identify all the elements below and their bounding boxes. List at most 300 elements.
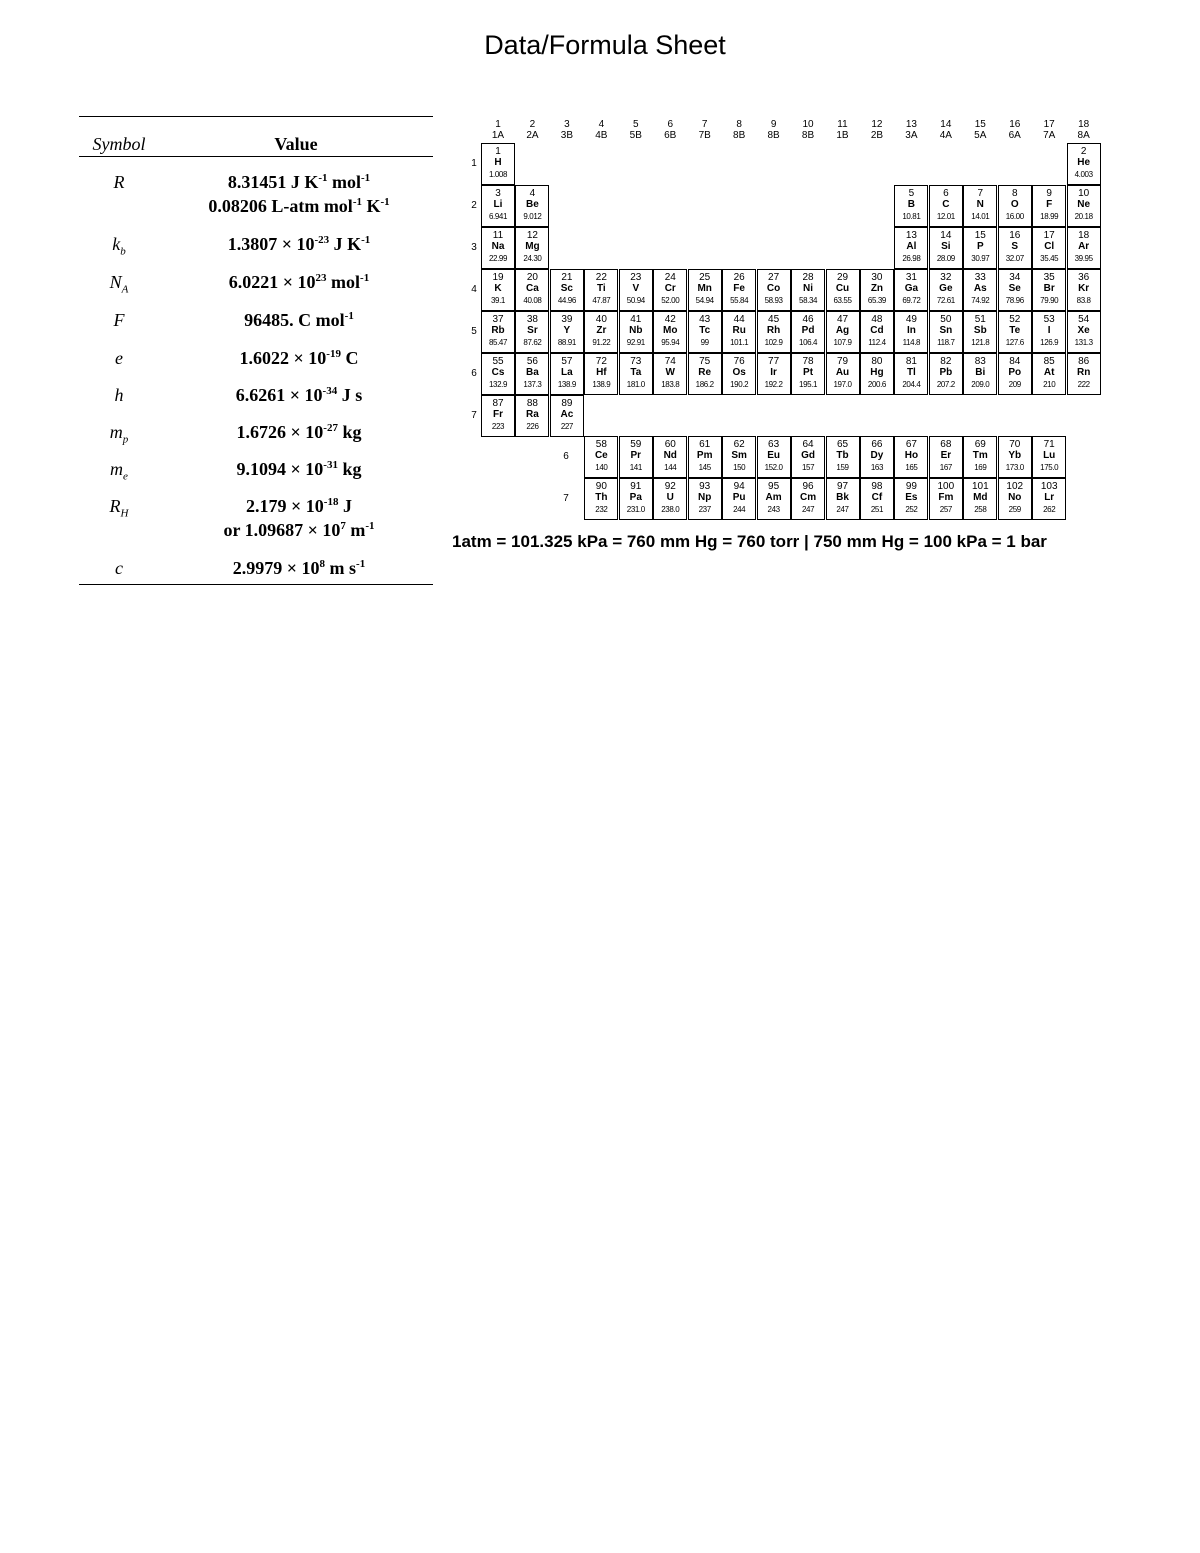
element-symbol: Bk (836, 492, 849, 503)
atomic-number: 11 (492, 230, 504, 241)
element-o (998, 185, 1032, 227)
element-symbol: Co (766, 283, 781, 294)
atomic-number: 90 (595, 481, 607, 492)
element-bk (826, 478, 860, 520)
element-no (998, 478, 1032, 520)
atomic-mass: 85.47 (488, 338, 508, 347)
atomic-mass: 35.45 (1040, 254, 1059, 263)
atomic-number: 5 (908, 188, 915, 199)
atomic-mass: 247 (801, 505, 815, 514)
atomic-mass: 209 (1008, 380, 1021, 389)
element-cl (1032, 227, 1066, 269)
atomic-mass: 87.62 (523, 338, 542, 347)
element-k (481, 269, 515, 311)
constant-value: $1.6726 \times 10^{-27}$ kg (236, 422, 362, 442)
atomic-mass: 207.2 (936, 380, 955, 389)
atomic-mass: 132.9 (488, 380, 508, 389)
element-symbol: Br (1043, 283, 1055, 294)
element-symbol: P (976, 241, 984, 252)
atomic-mass: 52.00 (661, 296, 680, 305)
element-tb (826, 436, 860, 478)
atomic-mass: 101.1 (730, 338, 749, 347)
element-symbol: Th (595, 492, 608, 503)
atomic-mass: 47.87 (592, 296, 611, 305)
atomic-number: 80 (871, 356, 883, 367)
group-label: 10 8B (801, 119, 815, 141)
atomic-number: 31 (905, 272, 917, 283)
element-symbol: Ni (803, 283, 814, 294)
atomic-number: 84 (1009, 356, 1021, 367)
atomic-mass: 238.0 (661, 505, 680, 514)
atomic-mass: 72.61 (936, 296, 955, 305)
element-ir (757, 353, 791, 395)
atomic-mass: 190.2 (730, 380, 749, 389)
atomic-mass: 30.97 (971, 254, 990, 263)
element-os (722, 353, 756, 395)
element-p (963, 227, 997, 269)
atomic-mass: 22.99 (488, 254, 508, 263)
atomic-mass: 118.7 (937, 338, 955, 347)
element-te (998, 311, 1032, 353)
element-symbol: Sc (560, 283, 573, 294)
atomic-mass: 262 (1043, 505, 1056, 514)
element-po (998, 353, 1032, 395)
atomic-number: 69 (974, 439, 986, 450)
element-symbol: Cr (664, 283, 676, 294)
f-block-period-label: 7 (563, 493, 569, 504)
element-symbol: V (632, 283, 640, 294)
element-lr (1032, 478, 1066, 520)
atomic-number: 30 (871, 272, 883, 283)
period-label: 6 (471, 368, 477, 379)
atomic-number: 60 (664, 439, 676, 450)
element-zr (584, 311, 618, 353)
atomic-number: 97 (836, 481, 849, 492)
element-eu (757, 436, 791, 478)
atomic-mass: 107.9 (833, 338, 852, 347)
element-symbol: C (942, 199, 950, 210)
element-zn (860, 269, 894, 311)
atomic-mass: 181.0 (626, 380, 645, 389)
constant-value: 96485. C mol$^{-1}$ (244, 310, 354, 330)
atomic-mass: 92.91 (626, 338, 645, 347)
element-ta (619, 353, 653, 395)
constant-value: $9.1094 \times 10^{-31}$ kg (236, 459, 362, 479)
atomic-number: 45 (768, 314, 780, 325)
atomic-number: 24 (664, 272, 676, 283)
element-tl (894, 353, 928, 395)
element-symbol: Ba (526, 367, 539, 378)
element-ru (722, 311, 756, 353)
element-ge (929, 269, 963, 311)
atomic-number: 98 (871, 481, 883, 492)
period-label: 4 (471, 284, 477, 295)
atomic-mass: 140 (595, 463, 608, 472)
atomic-number: 14 (940, 230, 952, 241)
element-symbol: Pt (803, 367, 814, 378)
element-symbol: Sm (731, 450, 747, 461)
element-nb (619, 311, 653, 353)
element-symbol: Sb (973, 325, 987, 336)
element-symbol: Tc (699, 325, 711, 336)
element-symbol: Ce (594, 450, 608, 461)
group-label: 1 1A (491, 119, 505, 141)
atomic-mass: 26.98 (902, 254, 921, 263)
element-symbol: Hf (596, 367, 607, 378)
element-sn (929, 311, 963, 353)
element-pu (722, 478, 756, 520)
atomic-number: 16 (1009, 230, 1021, 241)
constant-value: $1.3807 \times 10^{-23}$ J $K^{-1}$ (227, 234, 371, 254)
element-h (481, 143, 515, 185)
element-in (894, 311, 928, 353)
constant-value: $1.6022 \times 10^{-19}$ C (239, 348, 359, 368)
element-hg (860, 353, 894, 395)
element-symbol: Sn (939, 325, 953, 336)
atomic-mass: 169 (974, 463, 987, 472)
element-symbol: Cs (491, 367, 505, 378)
atomic-number: 48 (871, 314, 883, 325)
element-gd (791, 436, 825, 478)
element-symbol: K (494, 283, 502, 294)
element-sm (722, 436, 756, 478)
atomic-number: 71 (1043, 439, 1055, 450)
element-he (1067, 143, 1101, 185)
group-label: 11 1B (836, 119, 849, 141)
atomic-number: 66 (871, 439, 883, 450)
constant-value: $2.179 \times 10^{-18}$ J or $1.09687 \times 10^7$ $m^{-1}$ (223, 496, 375, 540)
constant-symbol: $k_b$ (112, 234, 126, 258)
atomic-number: 36 (1078, 272, 1090, 283)
atomic-number: 20 (526, 272, 538, 283)
element-ca (515, 269, 549, 311)
element-symbol: O (1010, 199, 1019, 210)
value-column-header: Value (274, 134, 318, 154)
element-symbol: Tb (836, 450, 849, 461)
element-na (481, 227, 515, 269)
atomic-number: 93 (699, 481, 711, 492)
element-symbol: I (1047, 325, 1051, 336)
element-symbol: Be (526, 199, 539, 210)
atomic-number: 19 (492, 272, 504, 283)
atomic-number: 40 (595, 314, 607, 325)
element-symbol: Gd (801, 450, 815, 461)
atomic-number: 91 (630, 481, 642, 492)
atomic-mass: 145 (698, 463, 711, 472)
atomic-mass: 173.0 (1005, 463, 1024, 472)
element-f (1032, 185, 1066, 227)
element-symbol: Sr (527, 325, 538, 336)
atomic-number: 12 (526, 230, 538, 241)
atomic-number: 50 (940, 314, 952, 325)
element-ti (584, 269, 618, 311)
element-symbol: Am (765, 492, 782, 503)
atomic-number: 83 (974, 356, 986, 367)
symbol-column-header: Symbol (92, 134, 146, 154)
atomic-mass: 195.1 (799, 380, 818, 389)
atomic-number: 72 (595, 356, 607, 367)
element-pb (929, 353, 963, 395)
atomic-mass: 244 (733, 505, 746, 514)
atomic-number: 7 (977, 188, 984, 199)
atomic-number: 81 (905, 356, 917, 367)
atomic-number: 58 (595, 439, 607, 450)
atomic-mass: 114.8 (902, 338, 921, 347)
atomic-number: 59 (630, 439, 642, 450)
element-mn (688, 269, 722, 311)
atomic-number: 103 (1040, 481, 1058, 492)
group-label: 12 2B (870, 119, 884, 141)
atomic-number: 17 (1043, 230, 1055, 241)
atomic-number: 77 (768, 356, 780, 367)
group-label: 15 5A (974, 119, 987, 141)
group-label: 4 4B (595, 119, 608, 141)
atomic-mass: 175.0 (1040, 463, 1059, 472)
element-co (757, 269, 791, 311)
period-label: 3 (471, 242, 477, 253)
element-mg (515, 227, 549, 269)
element-symbol: Rn (1076, 367, 1091, 378)
element-cf (860, 478, 894, 520)
atomic-mass: 257 (939, 505, 952, 514)
atomic-mass: 197.0 (833, 380, 852, 389)
element-ga (894, 269, 928, 311)
element-cm (791, 478, 825, 520)
atomic-number: 78 (802, 356, 814, 367)
element-symbol: Ho (904, 450, 919, 461)
element-symbol: Er (940, 450, 952, 461)
atomic-number: 94 (733, 481, 745, 492)
atomic-number: 1 (495, 146, 501, 157)
element-ac (550, 395, 584, 437)
page-title: Data/Formula Sheet (484, 30, 726, 60)
atomic-number: 13 (905, 230, 917, 241)
element-cd (860, 311, 894, 353)
element-es (894, 478, 928, 520)
element-symbol: Lr (1044, 492, 1055, 503)
atomic-mass: 1.008 (488, 170, 508, 179)
element-symbol: Cm (799, 492, 817, 503)
atomic-number: 63 (768, 439, 780, 450)
atomic-mass: 252 (905, 505, 918, 514)
atomic-mass: 12.01 (936, 212, 955, 221)
element-symbol: Ir (770, 367, 777, 378)
element-symbol: In (906, 325, 916, 336)
atomic-mass: 247 (836, 505, 849, 514)
element-symbol: Pa (629, 492, 642, 503)
constant-value: $2.9979 \times 10^8$ m $s^{-1}$ (232, 558, 366, 578)
atomic-mass: 152.0 (764, 463, 783, 472)
atomic-number: 37 (492, 314, 504, 325)
atomic-mass: 39.95 (1074, 254, 1093, 263)
element-symbol: Eu (767, 450, 780, 461)
element-symbol: Tl (906, 367, 916, 378)
element-symbol: Po (1008, 367, 1022, 378)
atomic-mass: 210 (1043, 380, 1056, 389)
element-er (929, 436, 963, 478)
atomic-number: 42 (664, 314, 676, 325)
atomic-number: 68 (940, 439, 952, 450)
element-xe (1067, 311, 1101, 353)
element-symbol: Ne (1077, 199, 1091, 210)
period-label: 7 (471, 410, 477, 421)
atomic-mass: 106.4 (799, 338, 818, 347)
element-am (757, 478, 791, 520)
element-symbol: Np (698, 492, 712, 503)
atomic-mass: 14.01 (971, 212, 990, 221)
atomic-number: 61 (699, 439, 711, 450)
atomic-mass: 24.30 (523, 254, 542, 263)
element-ho (894, 436, 928, 478)
atomic-mass: 95.94 (661, 338, 680, 347)
atomic-mass: 58.34 (799, 296, 818, 305)
element-symbol: Pd (801, 325, 815, 336)
atomic-mass: 137.3 (523, 380, 542, 389)
element-symbol: Bi (975, 367, 986, 378)
element-symbol: Au (835, 367, 850, 378)
atomic-mass: 138.9 (592, 380, 611, 389)
atomic-number: 87 (492, 398, 504, 409)
atomic-mass: 165 (905, 463, 918, 472)
atomic-mass: 138.9 (557, 380, 576, 389)
element-re (688, 353, 722, 395)
atomic-number: 43 (699, 314, 711, 325)
atomic-mass: 127.6 (1005, 338, 1024, 347)
constant-symbol: e (115, 348, 123, 368)
element-ce (584, 436, 618, 478)
atomic-number: 21 (561, 272, 573, 283)
element-symbol: Tm (972, 450, 988, 461)
group-label: 7 7B (698, 119, 711, 141)
element-symbol: Rb (491, 325, 505, 336)
atomic-number: 100 (937, 481, 955, 492)
atomic-mass: 258 (974, 505, 987, 514)
element-symbol: Y (563, 325, 571, 336)
pressure-conversion-note: 1atm = 101.325 kPa = 760 mm Hg = 760 torr | 750 mm Hg = 100 kPa = 1 bar (452, 532, 1047, 551)
element-symbol: Mn (697, 283, 712, 294)
element-symbol: Se (1008, 283, 1021, 294)
atomic-number: 35 (1043, 272, 1055, 283)
element-symbol: W (665, 367, 675, 378)
element-ag (826, 311, 860, 353)
element-sc (550, 269, 584, 311)
element-cr (653, 269, 687, 311)
atomic-mass: 16.00 (1005, 212, 1024, 221)
atomic-mass: 20.18 (1074, 212, 1093, 221)
atomic-mass: 163 (870, 463, 884, 472)
element-symbol: Pu (732, 492, 746, 503)
element-symbol: Zr (596, 325, 607, 336)
element-lu (1032, 436, 1066, 478)
element-cs (481, 353, 515, 395)
element-symbol: Cd (870, 325, 884, 336)
element-symbol: H (494, 157, 502, 168)
element-al (894, 227, 928, 269)
element-hf (584, 353, 618, 395)
element-symbol: Mo (663, 325, 678, 336)
element-ra (515, 395, 549, 437)
element-symbol: F (1046, 199, 1053, 210)
atomic-mass: 223 (491, 422, 505, 431)
atomic-mass: 63.55 (833, 296, 852, 305)
group-label: 17 7A (1043, 119, 1056, 141)
atomic-mass: 141 (629, 463, 642, 472)
element-symbol: Fr (493, 409, 503, 420)
atomic-mass: 157 (801, 463, 815, 472)
element-md (963, 478, 997, 520)
element-tc (688, 311, 722, 353)
element-symbol: Ta (630, 367, 642, 378)
atomic-mass: 243 (767, 505, 780, 514)
atomic-number: 82 (940, 356, 952, 367)
atomic-mass: 10.81 (902, 212, 921, 221)
element-w (653, 353, 687, 395)
element-tm (963, 436, 997, 478)
element-symbol: Cl (1044, 241, 1055, 252)
element-symbol: La (561, 367, 573, 378)
element-ar (1067, 227, 1101, 269)
element-as (963, 269, 997, 311)
atomic-mass: 150 (733, 463, 746, 472)
atomic-mass: 237 (698, 505, 711, 514)
atomic-mass: 18.99 (1040, 212, 1059, 221)
element-pd (791, 311, 825, 353)
element-symbol: Pb (939, 367, 953, 378)
atomic-mass: 54.94 (695, 296, 714, 305)
atomic-mass: 6.941 (488, 212, 508, 221)
atomic-number: 54 (1078, 314, 1090, 325)
element-c (929, 185, 963, 227)
element-symbol: Ag (835, 325, 850, 336)
atomic-mass: 183.8 (661, 380, 680, 389)
group-label: 8 8B (733, 119, 746, 141)
element-sr (515, 311, 549, 353)
element-rb (481, 311, 515, 353)
atomic-number: 51 (974, 314, 986, 325)
atomic-mass: 28.09 (936, 254, 955, 263)
atomic-number: 73 (630, 356, 642, 367)
atomic-mass: 131.3 (1074, 338, 1093, 347)
element-nd (653, 436, 687, 478)
element-li (481, 185, 515, 227)
element-symbol: Ru (732, 325, 746, 336)
atomic-number: 96 (802, 481, 814, 492)
constant-symbol: $m_p$ (109, 422, 129, 446)
element-symbol: Zn (870, 283, 884, 294)
atomic-mass: 231.0 (626, 505, 645, 514)
period-label: 5 (471, 326, 477, 337)
periodic-table (0, 0, 1200, 560)
element-symbol: Ra (526, 409, 539, 420)
group-label: 9 8B (767, 119, 780, 141)
atomic-mass: 39.1 (491, 296, 505, 305)
element-symbol: Re (698, 367, 712, 378)
atomic-mass: 251 (870, 505, 884, 514)
constant-symbol: $m_e$ (110, 459, 128, 483)
atomic-number: 101 (971, 481, 989, 492)
atomic-mass: 4.003 (1074, 170, 1093, 179)
element-symbol: Md (973, 492, 988, 503)
element-bi (963, 353, 997, 395)
atomic-number: 74 (664, 356, 676, 367)
atomic-mass: 78.96 (1005, 296, 1024, 305)
group-label: 6 6B (664, 119, 677, 141)
element-ni (791, 269, 825, 311)
element-symbol: Na (491, 241, 505, 252)
group-label: 14 4A (939, 119, 952, 141)
atomic-number: 92 (664, 481, 676, 492)
element-fe (722, 269, 756, 311)
